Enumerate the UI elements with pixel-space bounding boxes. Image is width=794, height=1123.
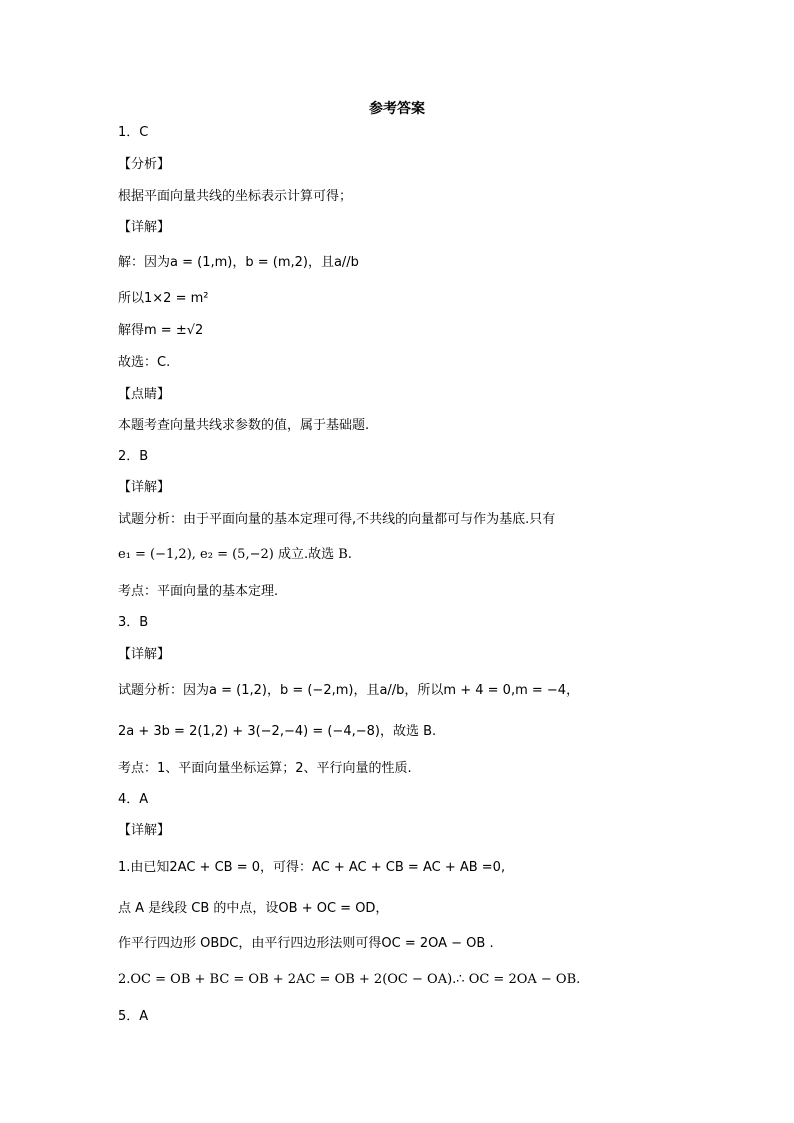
analysis-text: 根据平面向量共线的坐标表示计算可得； (118, 189, 353, 204)
answer-2: 2．B (118, 449, 149, 464)
detail-line: 点 A 是线段 CB 的中点，设OB + OC = OD， (118, 901, 389, 916)
detail-line: 解得m = ±√2 (118, 323, 204, 338)
heading-detail: 【详解】 (118, 480, 171, 495)
detail-line: 所以1×2 = m² (118, 291, 209, 306)
detail-line: 解：因为a = (1,m)，b = (m,2)，且a//b (118, 255, 359, 270)
detail-line: 2.OC = OB + BC = OB + 2AC = OB + 2(OC − OA).∴ OC = 2OA − OB. (118, 972, 581, 987)
detail-line: e₁ = (−1,2), e₂ = (5,−2) 成立.故选 B. (118, 547, 352, 562)
detail-line: 考点：平面向量的基本定理. (118, 584, 279, 599)
answer-1: 1．C (118, 125, 149, 140)
comment-text: 本题考查向量共线求参数的值，属于基础题. (118, 418, 370, 433)
detail-line: 考点：1、平面向量坐标运算；2、平行向量的性质. (118, 761, 412, 776)
heading-comment: 【点睛】 (118, 387, 171, 402)
heading-detail: 【详解】 (118, 220, 171, 235)
heading-analysis: 【分析】 (118, 157, 171, 172)
page-title: 参考答案 (369, 101, 425, 117)
answer-4: 4．A (118, 792, 149, 807)
detail-line: 试题分析：因为a = (1,2)，b = (−2,m)，且a//b，所以m + 4 = 0,m = −4， (118, 683, 580, 698)
answer-5: 5．A (118, 1009, 149, 1024)
answer-3: 3．B (118, 615, 149, 630)
detail-line: 2a + 3b = 2(1,2) + 3(−2,−4) = (−4,−8)，故选 B. (118, 724, 437, 739)
heading-detail: 【详解】 (118, 823, 171, 838)
detail-line: 1.由已知2AC + CB = 0，可得：AC + AC + CB = AC + AB =0, (118, 860, 506, 875)
detail-line: 试题分析：由于平面向量的基本定理可得,不共线的向量都可与作为基底.只有 (118, 512, 556, 527)
detail-line: 作平行四边形 OBDC，由平行四边形法则可得OC = 2OA − OB . (118, 936, 494, 951)
detail-line: 故选：C. (118, 355, 171, 370)
heading-detail: 【详解】 (118, 647, 171, 662)
